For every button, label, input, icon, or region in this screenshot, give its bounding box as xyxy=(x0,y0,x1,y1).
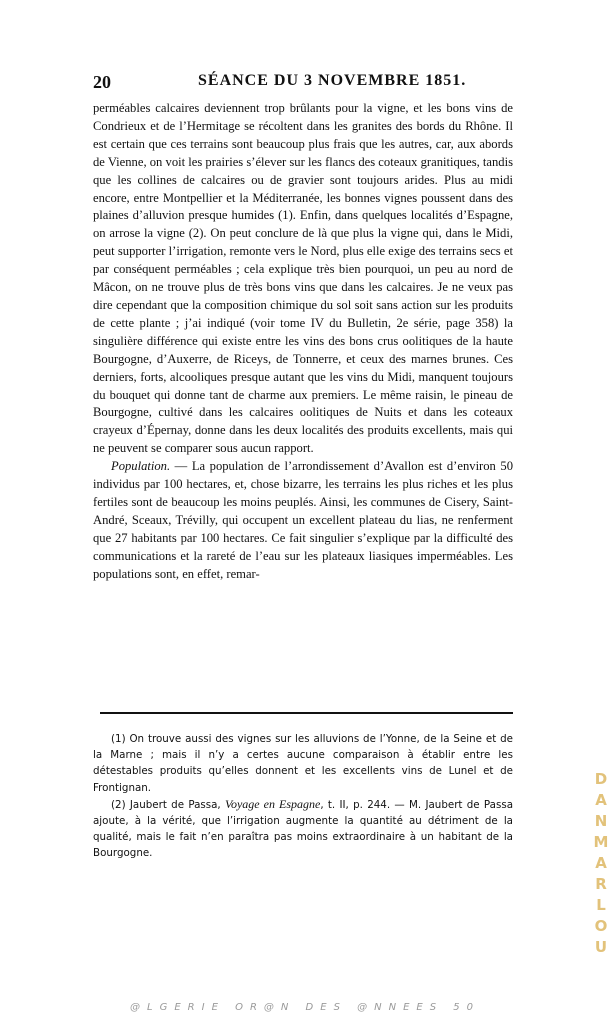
paragraph-text: — La population de l’arrondissement d’Avallon est d’environ 50 individus par 100 hectares, et, chose bizarre, les terrains les plus riches et les plus fertiles sont de beaucoup les moins peuplés. Ainsi, les communes de Cisery, Saint-André, Sceaux, Trévilly, qui occupent un excellent plateau du lias, ne renferment que 27 habitants par 100 hectares. Ce fait singulier s’explique par la difficulté des communications et la rareté de l’eau sur les plateaux liasiques imperméables. Les populations sont, en effet, remar- xyxy=(93,459,513,581)
body-text xyxy=(93,100,513,583)
footnotes xyxy=(93,731,513,862)
section-label: Population. xyxy=(111,459,171,474)
watermark: DANMARLOU xyxy=(592,770,610,959)
footnote-2-prefix: (2) Jaubert de Passa, xyxy=(111,798,225,811)
footnote-divider xyxy=(100,712,513,714)
footnote-2-title: Voyage en Espagne xyxy=(224,796,321,811)
page-number: 20 xyxy=(93,72,111,92)
running-head: SÉANCE DU 3 NOVEMBRE 1851. xyxy=(198,72,467,89)
footer-watermark: @LGERIE OR@N DES @NNEES 50 xyxy=(130,1002,480,1013)
paragraph: perméables calcaires deviennent trop brûlants pour la vigne, et les bons vins de Condrieux et de l’Hermitage se récoltent dans les granites des bords du Rhône. Il est certain que ces terrains sont beaucoup plus frais que les autres, car, aux abords de Vienne, on voit les prairies s’élever sur les flancs des coteaux granitiques, tandis que les collines de calcaires ou de gravier sont toujours arides. Plus au midi encore, entre Montpellier et la Méditerranée, les bonnes vignes poussent dans des plaines d’alluvion presque humides (1). Enfin, dans quelques localités d’Espagne, on arrose la vigne (2). On peut conclure de là que plus la vigne qui, dans le Midi, peut supporter l’irrigation, remonte vers le Nord, plus elle exige des terrains secs et par conséquent perméables ; cela explique très bien pourquoi, un peu au nord de Mâcon, on ne trouve plus de très bons vins que dans les calcaires. Je ne veux pas dire cependant que la composition chimique du sol soit sans action sur les produits de cette plante ; j’ai indiqué (voir tome IV du Bulletin, 2e série, page 358) la singulière différence qui existe entre les vins des bons crus oolitiques de la haute Bourgogne, d’Auxerre, de Riceys, de Tonnerre, et ceux des marnes brunes. Ces derniers, forts, alcooliques presque autant que les vins du Midi, manquent toujours du bouquet qui donne tant de charme aux premiers. Le même raisin, le pineau de Bourgogne, cultivé dans les calcaires oolitiques de Nuits et dans les coteaux crayeux d’Épernay, donne dans les deux localités des produits excellents, mais qui ne peuvent se comparer sous aucun rapport. xyxy=(93,101,513,456)
footnote-1: (1) On trouve aussi des vignes sur les alluvions de l’Yonne, de la Seine et de la Marne ; mais il n’y a certes aucune comparaison à établir entre les détestables produits qu’elles donnent et les excellents vins de Lunel et de Frontignan. xyxy=(93,733,513,794)
page-header xyxy=(93,72,513,96)
paragraph-population xyxy=(93,458,513,583)
footnote-2-rest: , t. II, p. 244. — M. Jaubert de Passa ajoute, à la vérité, que l’irrigation augmente la quantité au détriment de la qualité, mais le fait n’en paraîtra pas moins extraordinaire à un habitant de la Bourgogne. xyxy=(93,798,513,860)
footnote-2 xyxy=(93,796,513,862)
